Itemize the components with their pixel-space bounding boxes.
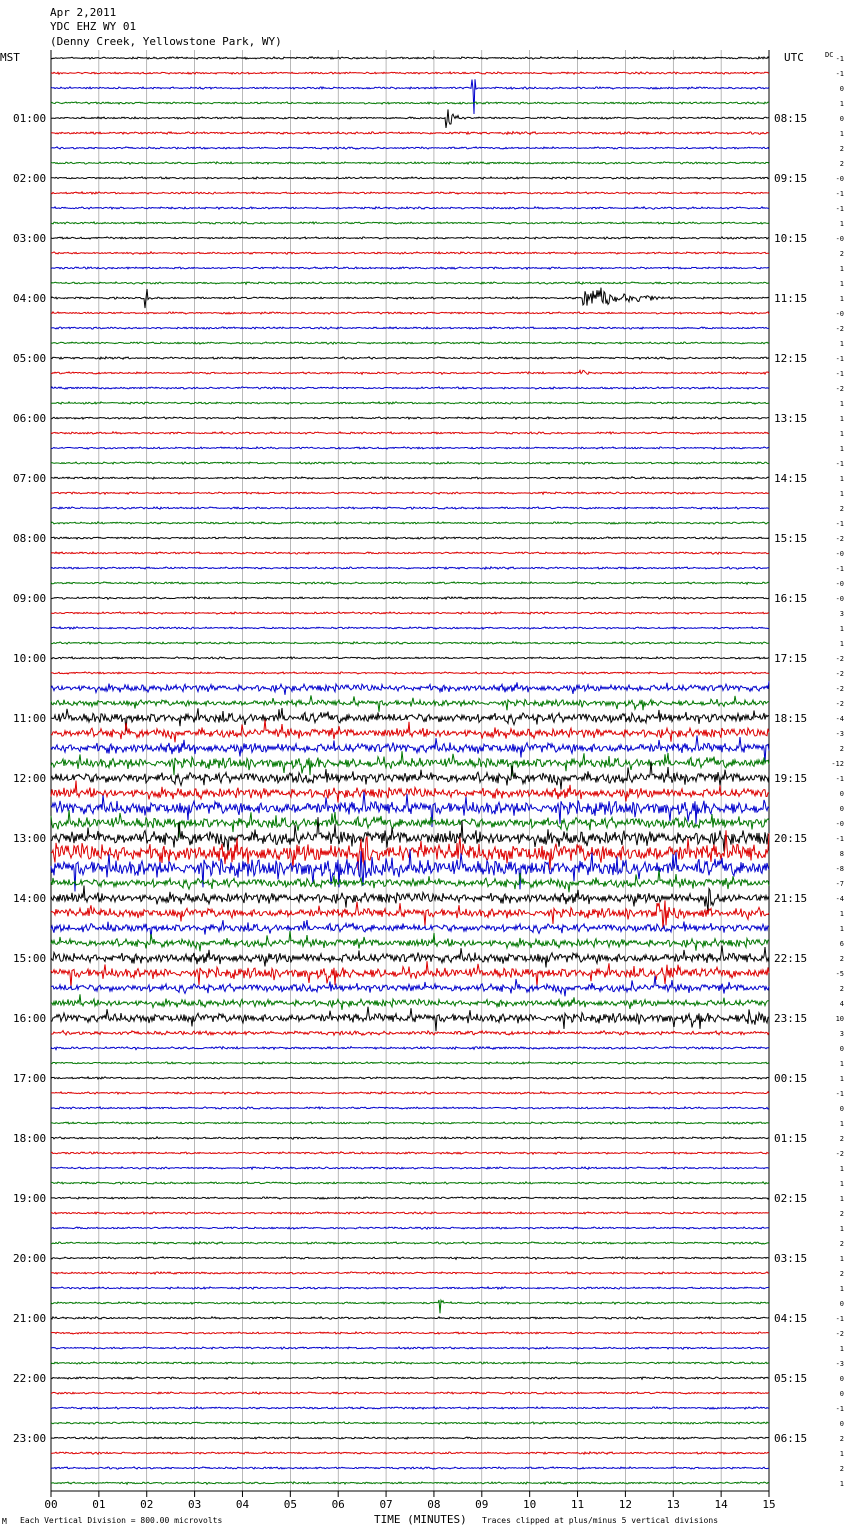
- dc-offset-value: -1: [835, 565, 844, 573]
- left-hour-label: 16:00: [13, 1012, 47, 1025]
- trace-57: [51, 900, 769, 929]
- station-location: (Denny Creek, Yellowstone Park, WY): [50, 35, 282, 48]
- x-axis-title: TIME (MINUTES): [374, 1513, 467, 1526]
- right-hour-label: 03:15: [774, 1252, 808, 1265]
- left-hour-label: 01:00: [13, 112, 47, 125]
- x-axis-ticks: [44, 1491, 775, 1511]
- dc-offset-value: 3: [839, 1030, 844, 1038]
- dc-offset-value: -2: [835, 535, 844, 543]
- dc-offset-value: 1: [839, 1075, 844, 1083]
- dc-offset-value: 0: [839, 790, 844, 798]
- corner-mark: M: [2, 1517, 7, 1526]
- left-hour-label: 09:00: [13, 592, 47, 605]
- dc-offset-value: 4: [839, 1000, 844, 1008]
- trace-22: [51, 387, 769, 389]
- dc-offset-value: 2: [839, 1270, 844, 1278]
- right-hour-label: 17:15: [774, 652, 808, 665]
- x-tick-label: 12: [618, 1498, 633, 1511]
- dc-offset-value: -1: [835, 1405, 844, 1413]
- trace-77: [51, 1212, 769, 1214]
- dc-offset-value: -1: [835, 835, 844, 843]
- x-tick-label: 03: [187, 1498, 202, 1511]
- dc-offset-value: 1: [839, 490, 844, 498]
- trace-11: [51, 222, 769, 224]
- x-tick-label: 15: [762, 1498, 776, 1511]
- trace-79: [51, 1242, 769, 1244]
- trace-28: [51, 477, 769, 480]
- dc-offset-value: -4: [835, 715, 844, 723]
- trace-61: [51, 961, 769, 988]
- dc-offset-value: -0: [835, 550, 844, 558]
- dc-offset-value: -1: [835, 190, 844, 198]
- left-hour-label: 05:00: [13, 352, 47, 365]
- dc-offset-value: 1: [839, 430, 844, 438]
- trace-17: [51, 312, 769, 314]
- trace-12: [51, 237, 769, 239]
- trace-1: [51, 72, 769, 74]
- trace-84: [51, 1317, 769, 1319]
- dc-offset-value: 2: [839, 160, 844, 168]
- dc-offset-value: 1: [839, 265, 844, 273]
- dc-offset-value: 2: [839, 1135, 844, 1143]
- dc-offset-value: 2: [839, 1465, 844, 1473]
- dc-offset-value: -2: [835, 670, 844, 678]
- plot-footer: [2, 1513, 718, 1526]
- trace-80: [51, 1257, 769, 1260]
- trace-26: [51, 447, 769, 449]
- right-hour-label: 19:15: [774, 772, 808, 785]
- dc-offset-value: 1: [839, 925, 844, 933]
- trace-83: [51, 1300, 769, 1313]
- dc-offset-header: DC: [825, 51, 834, 59]
- record-date: Apr 2,2011: [50, 6, 117, 19]
- trace-62: [51, 976, 769, 996]
- dc-offset-value: 1: [839, 910, 844, 918]
- x-tick-label: 00: [44, 1498, 58, 1511]
- dc-offset-value: 2: [839, 1240, 844, 1248]
- left-hour-label: 02:00: [13, 172, 47, 185]
- right-hour-label: 13:15: [774, 412, 808, 425]
- x-tick-label: 08: [427, 1498, 441, 1511]
- trace-45: [51, 720, 769, 743]
- dc-offset-value: 1: [839, 100, 844, 108]
- left-hour-label: 18:00: [13, 1132, 47, 1145]
- left-hour-label: 10:00: [13, 652, 47, 665]
- trace-72: [51, 1137, 769, 1140]
- trace-95: [51, 1482, 769, 1485]
- trace-59: [51, 931, 769, 951]
- trace-16: [51, 288, 769, 309]
- dc-offset-value: 1: [839, 1165, 844, 1173]
- minute-grid: [51, 50, 769, 1491]
- trace-24: [51, 417, 769, 419]
- trace-46: [51, 735, 769, 762]
- trace-75: [51, 1182, 769, 1184]
- trace-89: [51, 1392, 769, 1394]
- right-hour-label: 01:15: [774, 1132, 808, 1145]
- dc-offset-value: 1: [839, 475, 844, 483]
- trace-67: [51, 1062, 769, 1064]
- x-tick-label: 13: [666, 1498, 680, 1511]
- right-hour-label: 20:15: [774, 832, 808, 845]
- left-time-labels: [13, 112, 46, 1445]
- left-hour-label: 23:00: [13, 1432, 47, 1445]
- dc-offset-value: -3: [835, 730, 844, 738]
- dc-offset-value: -0: [835, 820, 844, 828]
- trace-60: [51, 945, 769, 967]
- right-hour-label: 10:15: [774, 232, 808, 245]
- trace-69: [51, 1092, 769, 1095]
- trace-0: [51, 57, 769, 60]
- trace-34: [51, 567, 769, 569]
- right-hour-label: 15:15: [774, 532, 808, 545]
- dc-offset-value: 0: [839, 1375, 844, 1383]
- trace-49: [51, 781, 769, 803]
- trace-21: [51, 370, 769, 374]
- dc-offset-value: 2: [839, 145, 844, 153]
- dc-offset-value: 3: [839, 610, 844, 618]
- trace-33: [51, 552, 769, 554]
- station-code: YDC EHZ WY 01: [50, 20, 137, 33]
- trace-64: [51, 1007, 769, 1031]
- dc-offset-value: -1: [835, 355, 844, 363]
- x-tick-label: 05: [283, 1498, 297, 1511]
- dc-offset-value: 1: [839, 280, 844, 288]
- dc-offset-value: -5: [835, 970, 844, 978]
- dc-offset-value: 1: [839, 1180, 844, 1188]
- trace-18: [51, 327, 769, 329]
- dc-offset-value: 2: [839, 1435, 844, 1443]
- scale-note: Each Vertical Division = 800.00 microvolts: [20, 1516, 223, 1525]
- trace-91: [51, 1422, 769, 1424]
- dc-offset-value: 0: [839, 805, 844, 813]
- trace-55: [51, 870, 769, 893]
- station-header: [50, 6, 282, 48]
- right-hour-label: 21:15: [774, 892, 808, 905]
- right-timezone-label: UTC: [784, 51, 804, 64]
- trace-4: [51, 109, 769, 128]
- dc-offset-value: -2: [835, 655, 844, 663]
- trace-88: [51, 1377, 769, 1379]
- x-tick-label: 10: [523, 1498, 537, 1511]
- left-hour-label: 11:00: [13, 712, 47, 725]
- dc-offset-value: 2: [839, 745, 844, 753]
- trace-51: [51, 810, 769, 838]
- dc-offset-value: -1: [835, 520, 844, 528]
- trace-70: [51, 1107, 769, 1109]
- trace-63: [51, 994, 769, 1010]
- trace-36: [51, 597, 769, 600]
- right-hour-label: 00:15: [774, 1072, 808, 1085]
- dc-offset-value: 1: [839, 400, 844, 408]
- left-timezone-label: MST: [0, 51, 20, 64]
- dc-offset-value: -7: [835, 880, 844, 888]
- dc-offset-value: -8: [835, 865, 844, 873]
- dc-offset-value: 1: [839, 340, 844, 348]
- dc-offset-value: 1: [839, 1225, 844, 1233]
- right-hour-label: 22:15: [774, 952, 808, 965]
- dc-offset-value: 1: [839, 1450, 844, 1458]
- clip-note: Traces clipped at plus/minus 5 vertical divisions: [482, 1516, 719, 1525]
- trace-93: [51, 1452, 769, 1454]
- trace-82: [51, 1287, 769, 1289]
- left-hour-label: 14:00: [13, 892, 47, 905]
- dc-offset-value: -2: [835, 685, 844, 693]
- trace-66: [51, 1047, 769, 1050]
- dc-offset-value: 1: [839, 640, 844, 648]
- x-tick-label: 02: [140, 1498, 154, 1511]
- trace-5: [51, 132, 769, 135]
- dc-offset-value: 1: [839, 1345, 844, 1353]
- dc-offset-value: -1: [835, 460, 844, 468]
- dc-offset-value: -0: [835, 595, 844, 603]
- dc-offset-value: -2: [835, 700, 844, 708]
- dc-offset-value: 2: [839, 250, 844, 258]
- trace-10: [51, 207, 769, 210]
- trace-15: [51, 282, 769, 284]
- dc-offset-value: -1: [835, 205, 844, 213]
- trace-76: [51, 1197, 769, 1199]
- dc-offset-value: -1: [835, 370, 844, 378]
- dc-offset-value: 1: [839, 445, 844, 453]
- right-hour-label: 08:15: [774, 112, 808, 125]
- trace-32: [51, 537, 769, 539]
- left-hour-label: 04:00: [13, 292, 47, 305]
- x-tick-label: 07: [379, 1498, 393, 1511]
- trace-56: [51, 886, 769, 912]
- trace-86: [51, 1347, 769, 1350]
- left-hour-label: 12:00: [13, 772, 47, 785]
- trace-71: [51, 1122, 769, 1124]
- trace-47: [51, 751, 769, 776]
- dc-offset-value: -1: [835, 70, 844, 78]
- left-hour-label: 17:00: [13, 1072, 47, 1085]
- dc-offset-value: -1: [835, 1315, 844, 1323]
- dc-offset-value: -3: [835, 1360, 844, 1368]
- dc-offset-value: 6: [839, 940, 844, 948]
- dc-offset-value: 2: [839, 1210, 844, 1218]
- trace-85: [51, 1332, 769, 1334]
- right-hour-label: 06:15: [774, 1432, 808, 1445]
- right-hour-label: 18:15: [774, 712, 808, 725]
- dc-offset-value: 0: [839, 85, 844, 93]
- trace-25: [51, 432, 769, 434]
- trace-90: [51, 1407, 769, 1409]
- x-tick-label: 01: [92, 1498, 106, 1511]
- trace-37: [51, 612, 769, 614]
- trace-41: [51, 672, 769, 674]
- trace-14: [51, 267, 769, 270]
- dc-offset-value: 8: [839, 850, 844, 858]
- x-tick-label: 06: [331, 1498, 345, 1511]
- trace-81: [51, 1272, 769, 1274]
- x-tick-label: 09: [475, 1498, 489, 1511]
- left-hour-label: 07:00: [13, 472, 47, 485]
- dc-offset-value: 0: [839, 1045, 844, 1053]
- dc-offset-value: 1: [839, 1195, 844, 1203]
- trace-73: [51, 1152, 769, 1155]
- trace-74: [51, 1167, 769, 1169]
- dc-offset-value: -12: [831, 760, 844, 768]
- dc-offset-value: -0: [835, 310, 844, 318]
- trace-68: [51, 1077, 769, 1079]
- trace-44: [51, 708, 769, 731]
- dc-offset-value: 1: [839, 1480, 844, 1488]
- right-time-labels: [774, 112, 807, 1445]
- dc-offset-value: -2: [835, 325, 844, 333]
- right-hour-label: 09:15: [774, 172, 808, 185]
- trace-23: [51, 402, 769, 404]
- trace-8: [51, 177, 769, 179]
- dc-offset-value: 1: [839, 1060, 844, 1068]
- dc-offset-labels: [831, 55, 844, 1488]
- trace-19: [51, 342, 769, 344]
- trace-42: [51, 681, 769, 695]
- trace-9: [51, 192, 769, 194]
- trace-43: [51, 695, 769, 711]
- dc-offset-value: 1: [839, 1285, 844, 1293]
- dc-offset-value: -2: [835, 1330, 844, 1338]
- seismic-traces: [51, 57, 769, 1485]
- trace-30: [51, 507, 769, 509]
- dc-offset-value: 10: [835, 1015, 844, 1023]
- right-hour-label: 02:15: [774, 1192, 808, 1205]
- dc-offset-value: -4: [835, 895, 844, 903]
- left-hour-label: 06:00: [13, 412, 47, 425]
- trace-6: [51, 147, 769, 150]
- right-hour-label: 11:15: [774, 292, 808, 305]
- right-hour-label: 04:15: [774, 1312, 808, 1325]
- left-hour-label: 21:00: [13, 1312, 47, 1325]
- trace-92: [51, 1437, 769, 1439]
- dc-offset-value: 1: [839, 415, 844, 423]
- trace-35: [51, 582, 769, 584]
- trace-20: [51, 357, 769, 359]
- dc-offset-value: 0: [839, 1390, 844, 1398]
- dc-offset-value: 1: [839, 130, 844, 138]
- right-hour-label: 23:15: [774, 1012, 808, 1025]
- dc-offset-value: -1: [835, 55, 844, 63]
- dc-offset-value: 0: [839, 115, 844, 123]
- right-hour-label: 14:15: [774, 472, 808, 485]
- trace-39: [51, 642, 769, 645]
- left-hour-label: 15:00: [13, 952, 47, 965]
- dc-offset-value: 2: [839, 505, 844, 513]
- dc-offset-value: 1: [839, 625, 844, 633]
- x-tick-label: 11: [570, 1498, 585, 1511]
- trace-3: [51, 102, 769, 104]
- dc-offset-value: 1: [839, 1120, 844, 1128]
- x-tick-label: 14: [714, 1498, 728, 1511]
- dc-offset-value: -1: [835, 1090, 844, 1098]
- left-hour-label: 20:00: [13, 1252, 47, 1265]
- dc-offset-value: -2: [835, 385, 844, 393]
- right-hour-label: 12:15: [774, 352, 808, 365]
- trace-31: [51, 522, 769, 524]
- dc-offset-value: 2: [839, 955, 844, 963]
- trace-7: [51, 162, 769, 165]
- x-tick-label: 04: [235, 1498, 250, 1511]
- dc-offset-value: 1: [839, 1255, 844, 1263]
- trace-38: [51, 627, 769, 629]
- trace-48: [51, 762, 769, 790]
- trace-29: [51, 492, 769, 494]
- dc-offset-value: 0: [839, 1300, 844, 1308]
- trace-13: [51, 252, 769, 255]
- trace-27: [51, 462, 769, 465]
- trace-94: [51, 1467, 769, 1469]
- trace-65: [51, 1031, 769, 1036]
- left-hour-label: 03:00: [13, 232, 47, 245]
- trace-2: [51, 79, 769, 114]
- trace-78: [51, 1227, 769, 1229]
- dc-offset-value: 0: [839, 1105, 844, 1113]
- trace-40: [51, 657, 769, 659]
- dc-offset-value: 1: [839, 220, 844, 228]
- dc-offset-value: -0: [835, 175, 844, 183]
- dc-offset-value: -2: [835, 1150, 844, 1158]
- dc-offset-value: -1: [835, 775, 844, 783]
- trace-87: [51, 1362, 769, 1365]
- right-hour-label: 16:15: [774, 592, 808, 605]
- dc-offset-value: -0: [835, 235, 844, 243]
- left-hour-label: 22:00: [13, 1372, 47, 1385]
- left-hour-label: 08:00: [13, 532, 47, 545]
- dc-offset-value: -0: [835, 580, 844, 588]
- dc-offset-value: 0: [839, 1420, 844, 1428]
- dc-offset-value: 1: [839, 295, 844, 303]
- right-hour-label: 05:15: [774, 1372, 808, 1385]
- trace-58: [51, 920, 769, 939]
- dc-offset-value: 2: [839, 985, 844, 993]
- left-hour-label: 13:00: [13, 832, 47, 845]
- left-hour-label: 19:00: [13, 1192, 47, 1205]
